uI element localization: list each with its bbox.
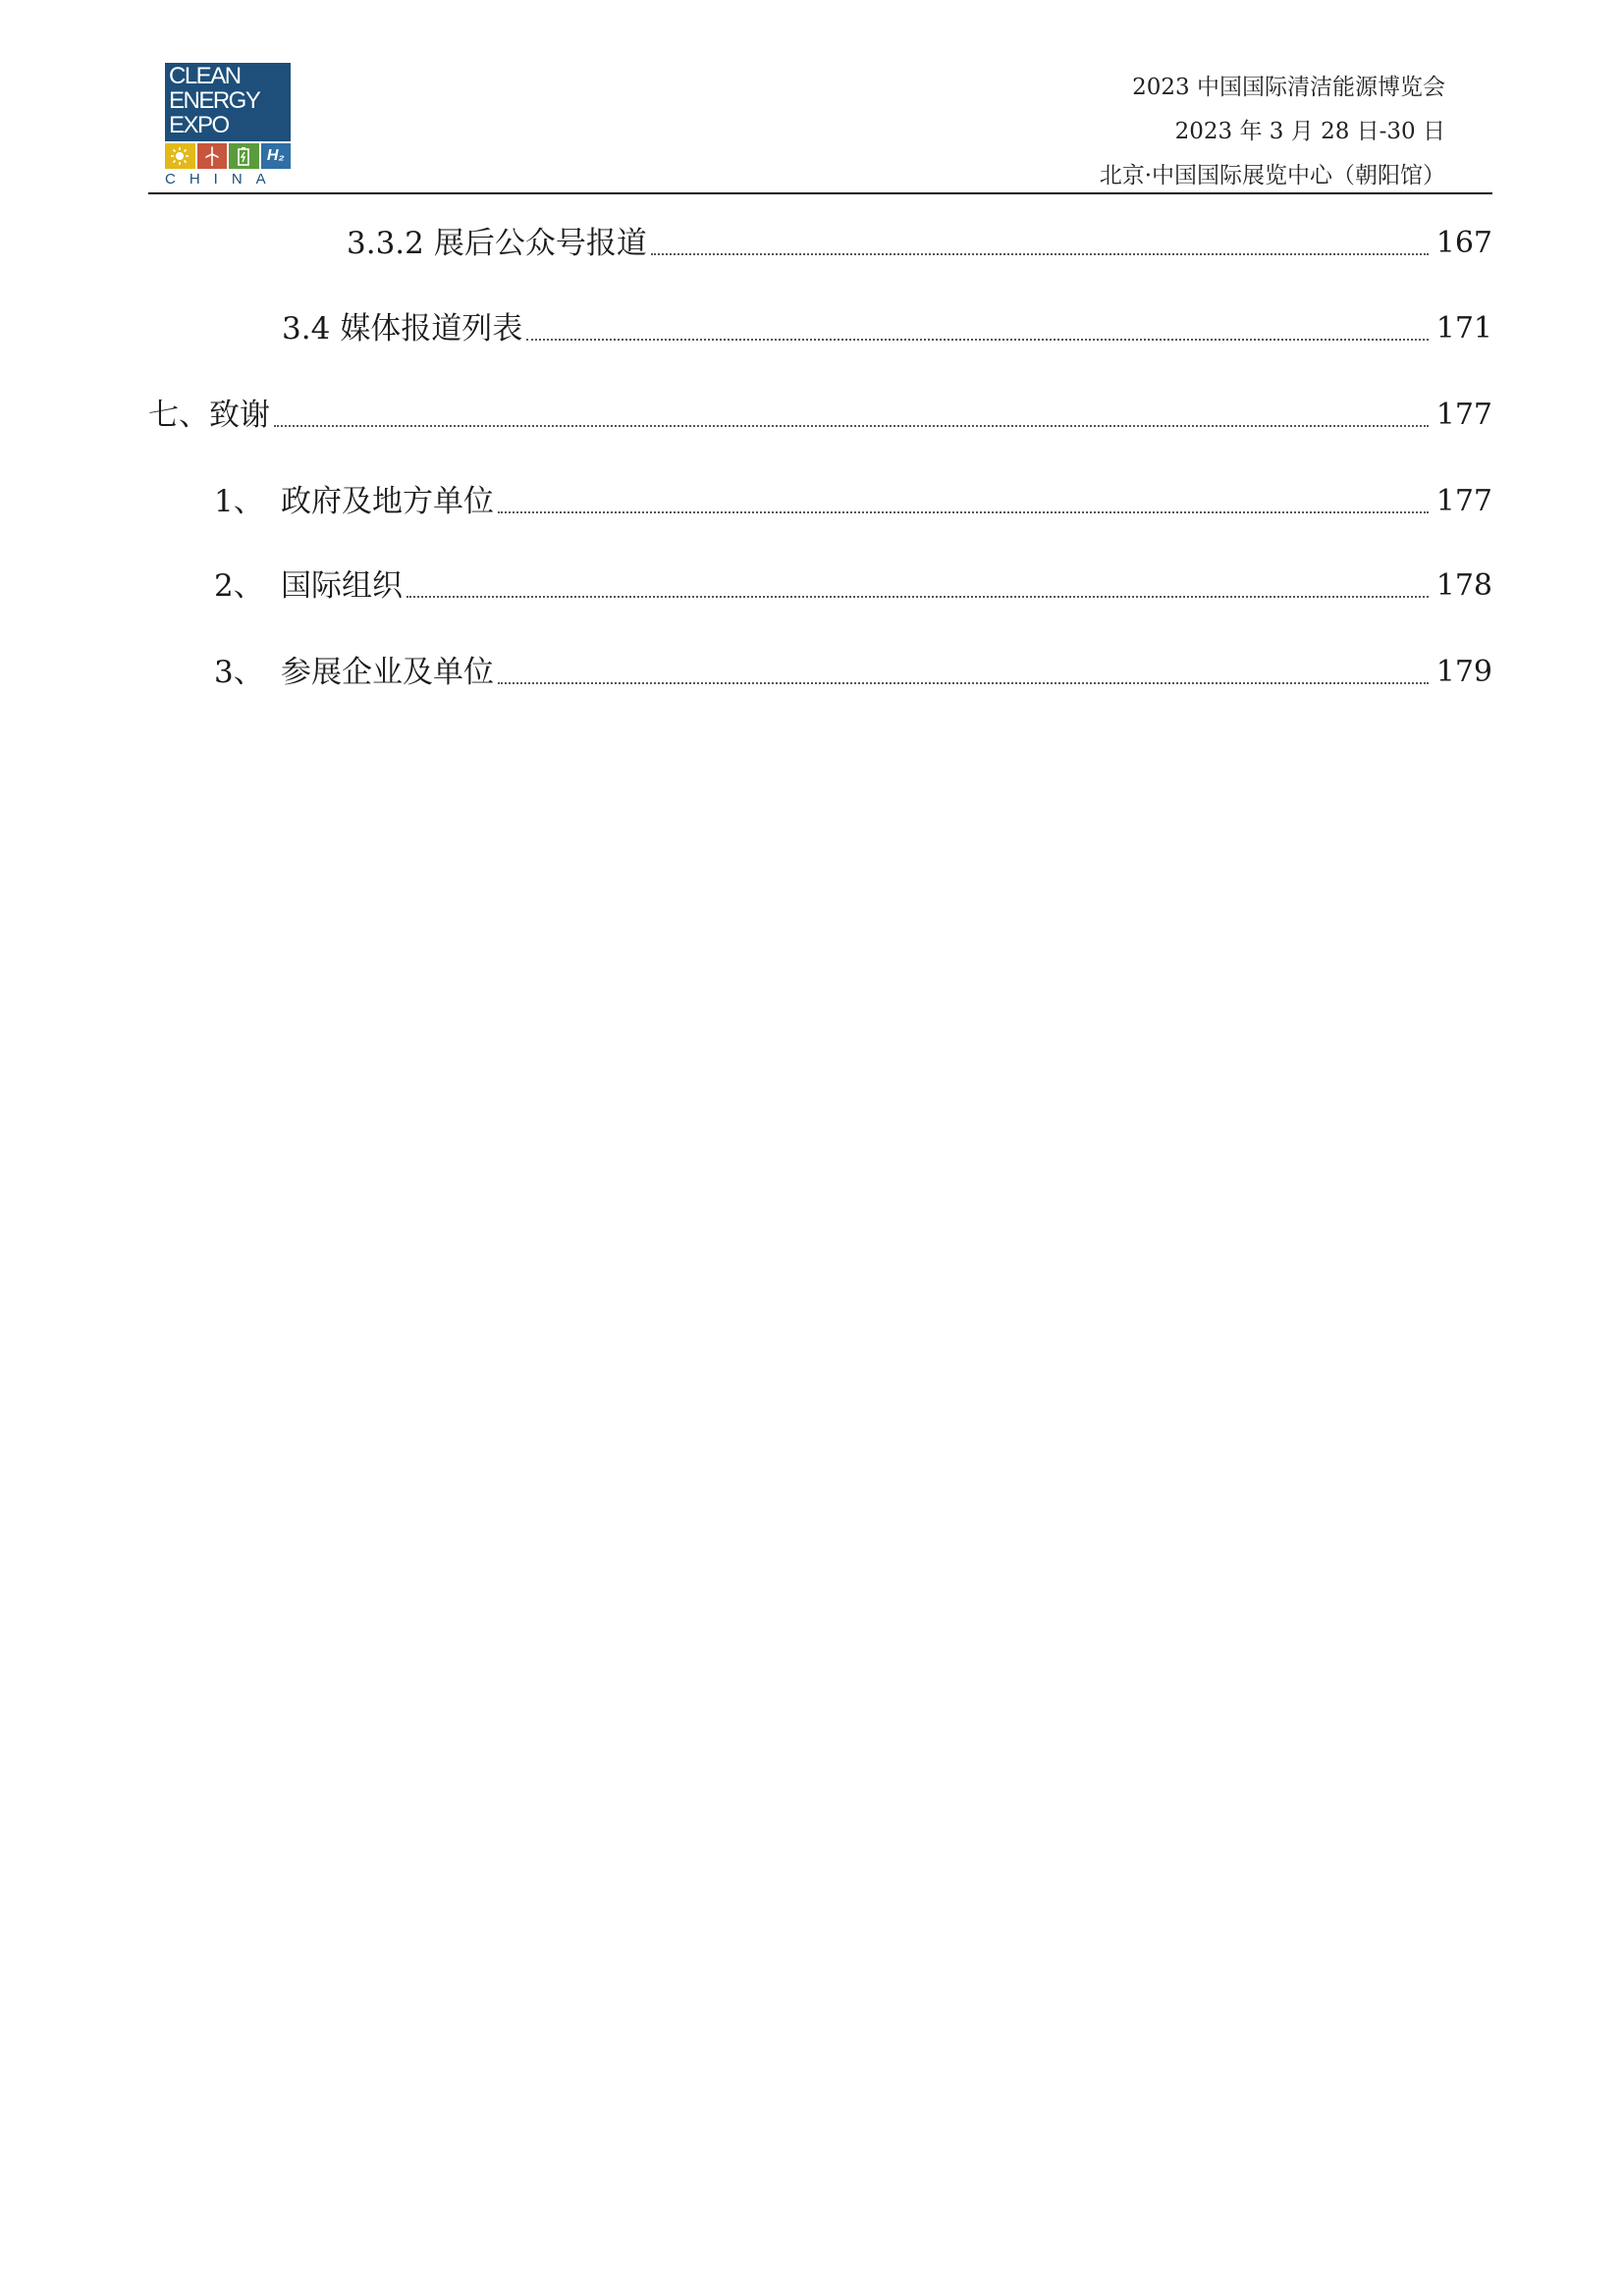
battery-icon: [229, 143, 259, 169]
logo-line-clean: CLEAN: [169, 63, 241, 89]
toc-entry-page: 177: [1435, 398, 1492, 432]
toc-entry-page: 167: [1435, 226, 1492, 260]
logo-line-expo: EXPO: [169, 112, 229, 138]
toc-entry-number: 2、: [214, 568, 264, 604]
toc-entry-title: 国际组织: [281, 568, 403, 604]
toc-dot-leader: [651, 253, 1429, 255]
event-dates: 2023 年 3 月 28 日-30 日: [1174, 119, 1445, 144]
toc-dot-leader: [498, 511, 1429, 513]
toc-dot-leader: [274, 425, 1429, 427]
toc-entry-title: 参展企业及单位: [281, 655, 494, 690]
clean-energy-expo-logo: [165, 63, 293, 188]
toc-entry-section-7[interactable]: [148, 396, 1492, 435]
toc-entry-page: 179: [1435, 655, 1492, 689]
toc-entry-3-4[interactable]: [282, 309, 1492, 348]
hydrogen-h2-icon: H₂: [261, 143, 292, 169]
toc-entry-page: 177: [1435, 484, 1492, 518]
toc-entry-page: 178: [1435, 568, 1492, 603]
toc-dot-leader: [498, 682, 1429, 684]
logo-energy-tiles: [165, 143, 291, 169]
toc-entry-number: 3.3.2: [347, 226, 424, 261]
toc-entry-title: 政府及地方单位: [281, 484, 494, 519]
toc-entry-page: 171: [1435, 311, 1492, 346]
toc-dot-leader: [526, 339, 1428, 341]
toc-entry-title: 媒体报道列表: [340, 311, 523, 347]
event-venue: 北京·中国国际展览中心（朝阳馆）: [1099, 163, 1445, 188]
toc-entry-number: 3.4: [282, 311, 331, 347]
logo-line-china: CHINA: [165, 171, 280, 187]
wind-turbine-icon: [197, 143, 228, 169]
toc-entry-number: 3、: [214, 655, 264, 690]
logo-wordmark-block: [165, 63, 291, 141]
toc-entry-7-3[interactable]: [214, 653, 1492, 692]
toc-entry-number: 七、: [148, 398, 209, 433]
toc-entry-number: 1、: [214, 484, 264, 519]
header-divider: [148, 192, 1492, 194]
logo-line-energy: ENERGY: [169, 87, 260, 114]
toc-entry-7-2[interactable]: [214, 566, 1492, 606]
toc-entry-title: 展后公众号报道: [433, 226, 647, 261]
sun-icon: [165, 143, 195, 169]
toc-entry-title: 致谢: [209, 398, 270, 433]
toc-entry-7-1[interactable]: [214, 482, 1492, 521]
toc-entry-3-3-2[interactable]: [347, 224, 1492, 263]
toc-dot-leader: [406, 596, 1429, 598]
event-title: 2023 中国国际清洁能源博览会: [1132, 75, 1445, 100]
